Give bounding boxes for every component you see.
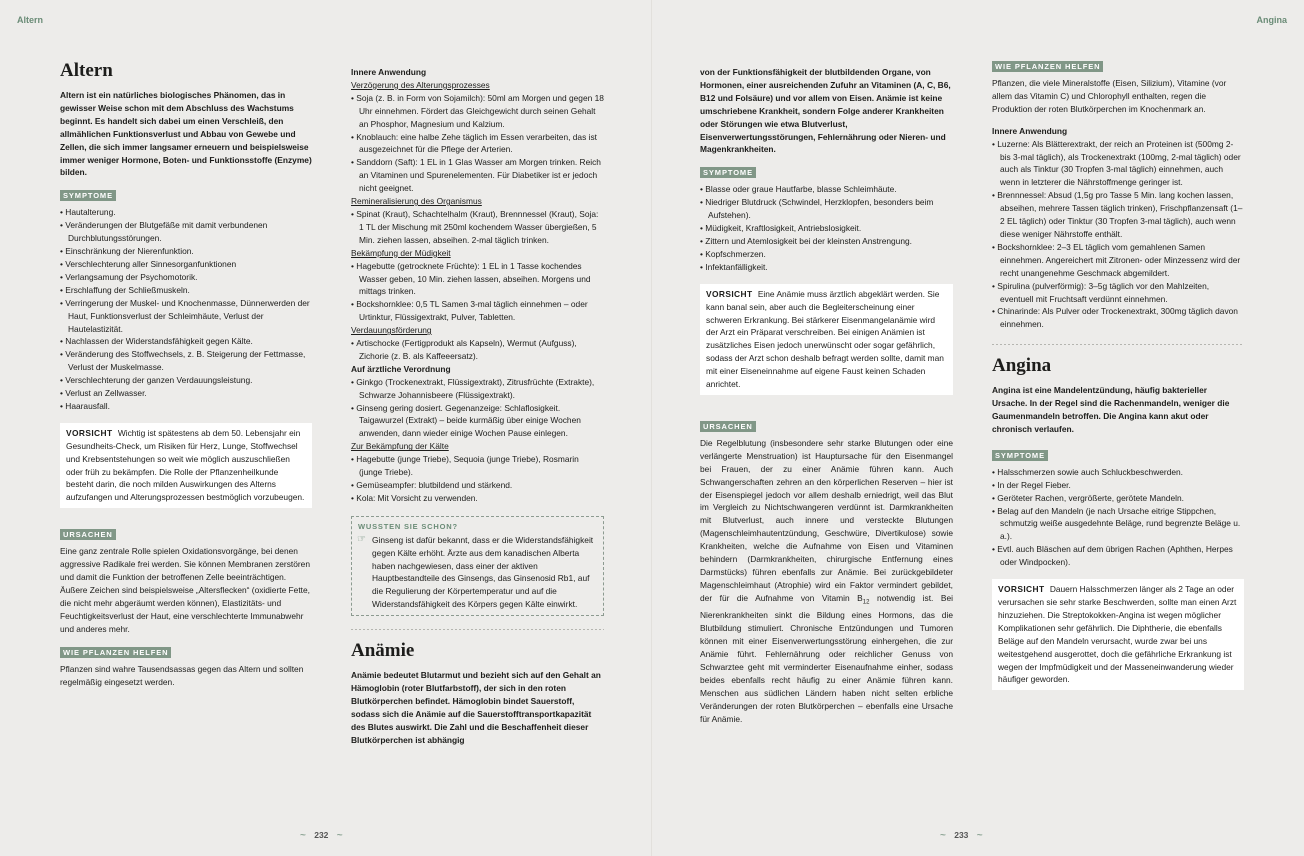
- subheading-kaelte: Zur Bekämpfung der Kälte: [351, 441, 449, 452]
- running-head-left: Altern: [17, 15, 44, 25]
- list-item: • Ginseng gering dosiert. Gegenanzeige: Schlaflosigkeit. Taigawurzel (Extrakt) – beide kurmäßig über einige Wochen anwenden, dann wieder einige Wochen Pause einlegen.: [351, 402, 604, 441]
- anaemie-lead: Anämie bedeutet Blutarmut und bezieht sich auf den Gehalt an Hämoglobin (roter Blutfarbstoff), der sich in den roten Blutkörperchen befindet. Hämoglobin bindet Sauerstoff, sodass sich die Anämie auf die Sauerstofftransportkapazität des Blutes auswirkt. Die Zahl und die Beschaffenheit dieser Blutkörperchen ist abhängig: [351, 670, 601, 745]
- list-item: • Kopfschmerzen.: [700, 248, 953, 261]
- list-item: • Evtl. auch Bläschen auf dem übrigen Rachen (Aphthen, Herpes oder Windpocken).: [992, 543, 1244, 569]
- column-4: [992, 60, 1244, 700]
- ursachen-text-a: Die Regelblutung (insbesondere sehr starke Blutungen oder eine verlängerte Menstruation) ist Hauptursache für den Eisenmangel bei Frauen, der zu einer Anämie führen kann. Auch Schwangerschaften zehren an den körperlichen Reserven – hier ist der Eisenspiegel jedoch vor allem deshalb erniedrigt, weil das Blut im Vergleich zu Nichtschwangeren verdünnt ist. Darmkrankheiten mit Blutverlust, auch innere und versteckte Blutungen (Magenschleimhautentzündung, Geschwüre, Divertikulose) sowie Krankheiten, welche die Aufnahme von Eisen und Vitaminen behindern (Darmkrankheiten, chirurgische Entfernung eines Darmstücks) führen ebenfalls zur Anämie. Bei zurückgebildeter Magenschleimhaut (Atrophie) wird ein Faktor vermindert gebildet, der für die Aufnahme von Vitamin B: [700, 437, 953, 603]
- wussten-label: WUSSTEN SIE SCHON?: [358, 521, 458, 531]
- list-item: • Luzerne: Als Blätterextrakt, der reich an Proteinen ist (500mg 2- bis 3-mal täglich), als Trockenextrakt (100mg, 2-mal täglich) oder auch als Tinktur (30 Tropfen 3-mal täglich) einnehmen, auch wenn in letzterer die Nährstoffmenge geringer ist.: [992, 138, 1244, 190]
- vorsicht-box: [992, 579, 1244, 690]
- subheading-innere-anwendung: Innere Anwendung: [992, 125, 1068, 136]
- list-item: • Ginkgo (Trockenextrakt, Flüssigextrakt), Zitrusfrüchte (Extrakte), Schwarze Johannisbeere (Flüssigextrakt).: [351, 376, 604, 402]
- page-number-left-text: 232: [314, 830, 329, 840]
- ursachen-badge: URSACHEN: [60, 529, 116, 540]
- anaemie-symptom-list: [700, 183, 953, 273]
- page-gutter: [651, 0, 653, 856]
- column-3: [700, 66, 953, 726]
- angina-symptom-list: [992, 466, 1244, 569]
- wussten-sie-schon-box: [351, 516, 604, 616]
- altern-symptom-list: [60, 206, 312, 413]
- list-item: • Halsschmerzen sowie auch Schluckbeschwerden.: [992, 466, 1244, 479]
- list-item: • Infektanfälligkeit.: [700, 261, 953, 274]
- subheading-innere-anwendung: Innere Anwendung: [351, 67, 427, 77]
- list-item: • Hautalterung.: [60, 206, 312, 219]
- list-item: • Spinat (Kraut), Schachtelhalm (Kraut), Brennnessel (Kraut), Soja: 1 TL der Mischung mit 250ml kochendem Wasser übergießen, 5 Min. ziehen lassen, abseihen. 2-mal täglich trinken.: [351, 208, 604, 247]
- list-item: • Chinarinde: Als Pulver oder Trockenextrakt, 300mg täglich davon einnehmen.: [992, 305, 1244, 331]
- vitamin-subscript: 12: [862, 599, 870, 606]
- subheading-verdauung: Verdauungsförderung: [351, 325, 432, 336]
- vorsicht-label: VORSICHT: [706, 288, 753, 299]
- vorsicht-text: Dauern Halsschmerzen länger als 2 Tage an oder verursachen sie sehr starke Beschwerden, sollte man einen Arzt hinzuziehen. Die Streptokokken-Angina ist wegen möglicher Komplikationen sehr gefährlich. Die Diphtherie, die ebenfalls Beläge auf den Mandeln verursacht, wurde zwar bei uns weitestgehend ausgerottet, doch die gefährliche Erkrankung ist wegen der Impfmüdigkeit und der Masseneinwanderung wieder häufiger geworden.: [998, 584, 1237, 685]
- folio-ornament-icon: ~: [976, 830, 983, 841]
- page-number-left: [300, 830, 343, 841]
- list-item: • Haarausfall.: [60, 400, 312, 413]
- altern-ursachen-text: Eine ganz zentrale Rolle spielen Oxidationsvorgänge, bei denen aggressive Radikale frei werden. Sie können Membranen zerstören und damit die Funktion der betroffenen Zelle beeinträchtigen. Äußere Zeichen sind beispielsweise „Altersflecken“ (oxidierte Fette, die nicht mehr abgeräumt werden können), Elastizitäts- und Feuchtigkeitsverlust der Haut, eine verschlechterte Immunabwehr und anderes mehr.: [60, 546, 310, 634]
- subheading-muedigkeit: Bekämpfung der Müdigkeit: [351, 247, 451, 258]
- list-item: • Kola: Mit Vorsicht zu verwenden.: [351, 492, 604, 505]
- list-item: • In der Regel Fieber.: [992, 479, 1244, 492]
- section-divider: [992, 341, 1244, 347]
- innere-anwendung-list: [992, 138, 1244, 332]
- aerztlich-list: [351, 376, 604, 441]
- subheading-remineralisierung: Remineralisierung des Organismus: [351, 196, 482, 207]
- symptome-badge: SYMPTOME: [992, 450, 1048, 461]
- list-item: • Spirulina (pulverförmig): 3–5g täglich vor den Mahlzeiten, eventuell mit Fruchtsaft verdünnt einnehmen.: [992, 280, 1244, 306]
- list-item: • Veränderungen der Blutgefäße mit damit verbundenen Durchblutungsstörungen.: [60, 219, 312, 245]
- altern-lead: Altern ist ein natürliches biologisches Phänomen, das in gewisser Weise schon mit dem Abschluss des Wachstums beginnt. Es handelt sich dabei um einen Verschleiß, den allmählichen Funktionsverlust und Abbau von Gewebe und Zellen, die sich immer langsamer erneuern und beispielsweise immer weniger Hormone, Boten- und Funktionsstoffe (Enzyme) bilden.: [60, 90, 312, 178]
- list-item: • Einschränkung der Nierenfunktion.: [60, 245, 312, 258]
- column-2: [351, 66, 604, 747]
- pointing-hand-icon: ☞: [357, 533, 366, 545]
- subheading-aerztlich: Auf ärztliche Verordnung: [351, 363, 451, 374]
- folio-ornament-icon: ~: [336, 830, 343, 841]
- subheading-verzoegerung: Verzögerung des Alterungsprozesses: [351, 79, 490, 90]
- symptome-badge: SYMPTOME: [700, 167, 756, 178]
- anaemie-ursachen-text: [700, 437, 953, 726]
- kaelte-list: [351, 453, 604, 505]
- angina-lead: Angina ist eine Mandelentzündung, häufig bakterieller Ursache. In der Regel sind die Rachenmandeln, weniger die Gaumenmandeln betroffen. Die Angina kann akut oder chronisch verlaufen.: [992, 385, 1230, 434]
- vorsicht-label: VORSICHT: [66, 427, 113, 438]
- list-item: • Verlangsamung der Psychomotorik.: [60, 271, 312, 284]
- vorsicht-text: Wichtig ist spätestens ab dem 50. Lebensjahr ein Gesundheits-Check, um Risiken für Herz, Lunge, Stoffwechsel und Krebsentstehungen so weit wie möglich auszuschließen oder früh zu bekämpfen. Die Rolle der Pflanzenheilkunde besteht darin, die noch milden Auswirkungen des Alterns aufzufangen und Alterungsprozessen bestmöglich vorzubeugen.: [66, 427, 305, 503]
- list-item: • Verschlechterung der ganzen Verdauungsleistung.: [60, 374, 312, 387]
- list-item: • Hagebutte (getrocknete Früchte): 1 EL in 1 Tasse kochendes Wasser geben, 10 Min. ziehen lassen, abseihen. Morgens und mittags trinken.: [351, 260, 604, 299]
- muedigkeit-list: [351, 260, 604, 325]
- list-item: • Brennnessel: Absud (1,5g pro Tasse 5 Min. lang kochen lassen, abseihen, mehrere Tassen täglich trinken), Frischpflanzensaft (1–2 EL täglich) oder Tinktur (30 Tropfen 3-mal täglich), auch wenn diese weniger Nährstoffe enthält.: [992, 189, 1244, 241]
- remin-list: [351, 208, 604, 247]
- list-item: • Gemüseampfer: blutbildend und stärkend.: [351, 479, 604, 492]
- ursachen-text-b: notwendig ist. Bei Nierenkrankheiten sinkt die Bildung eines Hormons, das die Blutbildung stimuliert. Chronische Entzündungen und Tumoren können mit einer Eisenverwertungsstörung einhergehen, die zur Anämie führt. Fehlernährung oder reichlicher Genuss von Schwarztee geht mit verminderter Eisenaufnahme einher, sodass beides ebenfalls recht häufig zu einer Anämie führen kann. Menschen aus südlichen Ländern haben nicht selten erbliche Veränderungen der roten Blutkörperchen – ebenfalls eine Ursache für Anämie.: [700, 592, 953, 724]
- list-item: • Artischocke (Fertigprodukt als Kapseln), Wermut (Aufguss), Zichorie (z. B. als Kaffeeersatz).: [351, 337, 604, 363]
- list-item: • Niedriger Blutdruck (Schwindel, Herzklopfen, besonders beim Aufstehen).: [700, 196, 953, 222]
- column-1: [60, 60, 312, 688]
- entry-title-angina: Angina: [992, 355, 1052, 377]
- page-number-right: [940, 830, 983, 841]
- wussten-text: Ginseng ist dafür bekannt, dass er die Widerstandsfähigkeit gegen Kälte erhöht. Ärzte aus dem kanadischen Alberta haben nachgewiesen, dass einer der aktiven Hauptbestandteile des Ginsengs, das Ginsenosid Rb1, auf die Regulierung der Körpertemperatur und auf die Widerstandsfähigkeit des Körpers gegen Kälte einwirkt.: [372, 534, 594, 610]
- folio-ornament-icon: ~: [300, 830, 306, 841]
- vorsicht-box: [60, 423, 312, 508]
- list-item: • Verschlechterung aller Sinnesorganfunktionen: [60, 258, 312, 271]
- verzoegerung-list: [351, 92, 604, 195]
- list-item: • Blasse oder graue Hautfarbe, blasse Schleimhäute.: [700, 183, 953, 196]
- list-item: • Sanddorn (Saft): 1 EL in 1 Glas Wasser am Morgen trinken. Reich an Vitaminen und Spurenelementen. Für Diabetiker ist er jedoch nicht geeignet.: [351, 156, 604, 195]
- anaemie-pflanzen-text: Pflanzen, die viele Mineralstoffe (Eisen, Silizium), Vitamine (vor allem das Vitamin C) und Chlorophyll enthalten, regen die Produktion der roten Blutkörperchen im Knochenmark an.: [992, 78, 1227, 114]
- ursachen-badge: URSACHEN: [700, 421, 756, 432]
- list-item: • Bockshornklee: 2–3 EL täglich vom gemahlenen Samen einnehmen. Angereichert mit Zitronen- oder Minzessenz wird der recht unangenehme Geschmack abgemildert.: [992, 241, 1244, 280]
- list-item: • Erschlaffung der Schließmuskeln.: [60, 284, 312, 297]
- list-item: • Veränderung des Stoffwechsels, z. B. Steigerung der Fettmasse, Verlust der Muskelmasse.: [60, 348, 312, 374]
- list-item: • Belag auf den Mandeln (je nach Ursache eitrige Stippchen, schmutzig weiße ausgedehnte Beläge, rund begrenzte Beläge u. a.).: [992, 505, 1244, 544]
- vorsicht-box: [700, 284, 953, 395]
- list-item: • Geröteter Rachen, vergrößerte, gerötete Mandeln.: [992, 492, 1244, 505]
- folio-ornament-icon: ~: [940, 830, 946, 841]
- list-item: • Bockshornklee: 0,5 TL Samen 3-mal täglich einnehmen – oder Urtinktur, Flüssigextrakt, Pulver, Tabletten.: [351, 298, 604, 324]
- page-number-right-text: 233: [954, 830, 969, 840]
- entry-title-anaemie: Anämie: [351, 640, 415, 662]
- pflanzen-badge: WIE PFLANZEN HELFEN: [992, 61, 1103, 72]
- list-item: • Nachlassen der Widerstandsfähigkeit gegen Kälte.: [60, 335, 312, 348]
- list-item: • Verringerung der Muskel- und Knochenmasse, Dünnerwerden der Haut, Funktionsverlust der Schleimhäute, Verlust der Hautelastizität.: [60, 297, 312, 336]
- list-item: • Hagebutte (junge Triebe), Sequoia (junge Triebe), Rosmarin (junge Triebe).: [351, 453, 604, 479]
- list-item: • Zittern und Atemlosigkeit bei der kleinsten Anstrengung.: [700, 235, 953, 248]
- list-item: • Knoblauch: eine halbe Zehe täglich im Essen verarbeiten, das ist ausgezeichnet für die Pflege der Arterien.: [351, 131, 604, 157]
- verdauung-list: [351, 337, 604, 363]
- list-item: • Soja (z. B. in Form von Sojamilch): 50ml am Morgen und gegen 18 Uhr einnehmen. Fördert das Gleichgewicht durch seinen Gehalt an Phosphor, Magnesium und Kalzium.: [351, 92, 604, 131]
- altern-pflanzen-text: Pflanzen sind wahre Tausendsassas gegen das Altern und sollten regelmäßig eingesetzt werden.: [60, 663, 304, 687]
- vorsicht-text: Eine Anämie muss ärztlich abgeklärt werden. Sie kann banal sein, aber auch die Begleiterscheinung einer schweren Erkrankung. Bei stärkerer Eisenmangelanämie wird der Arzt ein Präparat verschreiben. Bei einigen Anämien ist zusätzliches Eisen jedoch unerwünscht oder sogar gefährlich, sodass der Arzt schon deshalb befragt werden sollte, damit man mit einer Eiseneinnahme auf eigene Faust keinen Schaden anrichtet.: [706, 288, 944, 390]
- section-divider: [351, 626, 604, 632]
- anaemie-lead-continued: von der Funktionsfähigkeit der blutbildenden Organe, von Hormonen, einer ausreichenden Zufuhr an Vitaminen (A, C, B6, B12 und Folsäure) und vor allem von Eisen. Anämie ist keine umschriebene Krankheit, sondern Folge anderer Krankheiten oder Störungen wie etwa Blutverlust, Eisenverwertungsstörungen, Fehlernährung oder Nieren- und Magenkrankheiten.: [700, 67, 951, 155]
- list-item: • Müdigkeit, Kraftlosigkeit, Antriebslosigkeit.: [700, 222, 953, 235]
- symptome-badge: SYMPTOME: [60, 190, 116, 201]
- entry-title-altern: Altern: [60, 60, 113, 81]
- vorsicht-label: VORSICHT: [998, 584, 1045, 595]
- running-head-right: Angina: [1256, 15, 1287, 25]
- pflanzen-badge: WIE PFLANZEN HELFEN: [60, 647, 171, 658]
- list-item: • Verlust an Zellwasser.: [60, 387, 312, 400]
